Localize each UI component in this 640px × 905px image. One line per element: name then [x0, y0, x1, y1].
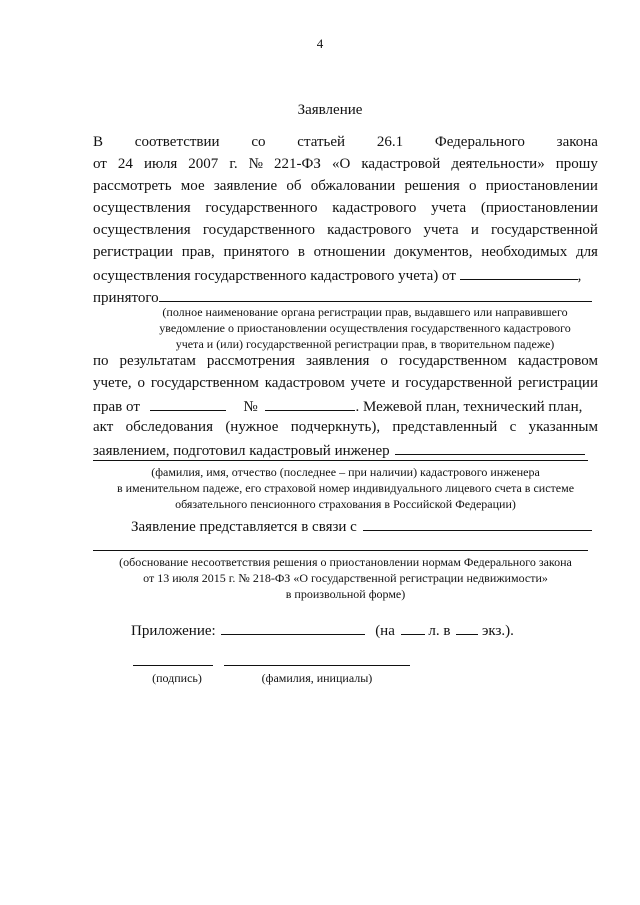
word: о: [380, 353, 388, 369]
word: 2007: [188, 156, 219, 172]
word: рассмотреть: [93, 178, 172, 194]
para1-line3: [93, 177, 598, 195]
word: прошу: [555, 156, 598, 172]
reason-details-line[interactable]: [93, 550, 588, 551]
para1-line1: [93, 133, 598, 151]
word: обследования: [125, 419, 213, 435]
word: подчеркнуть),: [290, 419, 381, 435]
reason-line: [131, 516, 601, 536]
word: кадастровом: [517, 353, 598, 369]
registration-authority-field[interactable]: [159, 287, 592, 302]
word: в: [297, 244, 305, 260]
attachment-sheets: л. в: [428, 623, 451, 639]
para1-line7: [93, 265, 598, 285]
word: представленный: [392, 419, 498, 435]
para1-line5: [93, 221, 598, 239]
signature-caption: (подпись): [152, 671, 202, 685]
word: июля: [143, 156, 178, 172]
attachment-field[interactable]: [221, 620, 365, 635]
signature-line[interactable]: [133, 665, 213, 666]
para2-line2: [93, 374, 598, 392]
number-sign: №: [243, 399, 258, 415]
note-authority-line1: (полное наименование органа регистрации прав, выдавшего или направившего: [162, 305, 568, 319]
word: и: [391, 375, 400, 391]
para2-line4: [93, 418, 598, 436]
name-initials-line[interactable]: [224, 665, 410, 666]
note-engineer-line1: (фамилия, имя, отчество (последнее – при наличии) кадастрового инженера: [151, 465, 540, 479]
word: соответствии: [134, 134, 220, 150]
date-from-field[interactable]: [460, 265, 578, 280]
word: результатам: [119, 353, 196, 369]
word: о: [469, 178, 477, 194]
word: заявление: [213, 178, 278, 194]
word: с: [509, 419, 517, 435]
word: акт: [93, 419, 114, 435]
word: государственного: [202, 222, 315, 238]
word: кадастровой: [361, 156, 441, 172]
rights-from-label: прав от: [93, 399, 140, 415]
reason-field[interactable]: [363, 516, 592, 531]
word: (приостановлении: [480, 200, 598, 216]
word: для: [575, 244, 598, 260]
attachment-na: (на: [375, 623, 395, 639]
sheets-count-field[interactable]: [401, 620, 425, 635]
attachment-label: Приложение:: [131, 623, 216, 639]
note-engineer-line3: обязательного пенсионного страхования в Российской Федерации): [175, 497, 516, 511]
word: регистрации: [518, 375, 598, 391]
reason-label: Заявление представляется в связи с: [131, 519, 357, 535]
word: государственном: [398, 353, 507, 369]
word: государственной: [405, 375, 513, 391]
word: от: [93, 156, 107, 172]
name-caption: (фамилия, инициалы): [261, 671, 373, 685]
word: решения: [404, 178, 460, 194]
word: учета: [423, 222, 459, 238]
note-reason-line3: в произвольной форме): [285, 587, 406, 601]
note-engineer-line2: в именительном падеже, его страховой номер индивидуального лицевого счета в системе: [116, 481, 575, 495]
word: осуществления: [93, 222, 191, 238]
word: заявления: [305, 353, 370, 369]
word: документов,: [394, 244, 473, 260]
word: кадастрового: [332, 200, 417, 216]
para1-line2: [93, 155, 598, 173]
accepted-label: принятого: [93, 290, 159, 306]
word: кадастровом: [264, 375, 345, 391]
page-number: 4: [316, 36, 324, 51]
word: 24: [117, 156, 133, 172]
word: государственной: [491, 222, 598, 238]
word: обжаловании: [310, 178, 396, 194]
word: приостановлении: [485, 178, 598, 194]
word: о: [137, 375, 145, 391]
para2-line3: [93, 396, 598, 416]
word: указанным: [528, 419, 598, 435]
word: принятого: [223, 244, 290, 260]
word: кадастрового: [327, 222, 412, 238]
word: «О: [331, 156, 351, 172]
word: об: [286, 178, 302, 194]
word: по: [93, 353, 109, 369]
note-reason-line2: от 13 июля 2015 г. № 218-ФЗ «О государственной регистрации недвижимости»: [143, 571, 548, 585]
word: отношении: [313, 244, 386, 260]
word: рассмотрения: [206, 353, 296, 369]
word: В: [93, 134, 104, 150]
word: 221-ФЗ: [274, 156, 321, 172]
para2-line5: [93, 440, 598, 460]
word: закона: [556, 134, 598, 150]
word: учета: [431, 200, 467, 216]
word: регистрации: [93, 244, 173, 260]
word: Федерального: [434, 134, 525, 150]
document-title: Заявление: [297, 102, 363, 118]
rights-number-field[interactable]: [265, 396, 355, 411]
word: государственном: [150, 375, 259, 391]
word: деятельности»: [451, 156, 545, 172]
para1-line7-text: осуществления государственного кадастрового учета) от: [93, 268, 456, 284]
word: (нужное: [225, 419, 279, 435]
attachment-copies: экз.).: [481, 623, 514, 639]
note-authority-line2: уведомление о приостановлении осуществления государственного кадастрового: [159, 321, 571, 335]
word: осуществления: [93, 200, 191, 216]
engineer-label: заявлением, подготовил кадастровый инженер: [93, 443, 390, 459]
word: учете,: [93, 375, 132, 391]
para1-line4: [93, 199, 598, 217]
word: учете: [350, 375, 386, 391]
rights-date-field[interactable]: [150, 396, 226, 411]
copies-count-field[interactable]: [456, 620, 478, 635]
engineer-field[interactable]: [395, 440, 585, 455]
word: государственного: [205, 200, 318, 216]
note-reason-line1: (обоснование несоответствия решения о приостановлении нормам Федерального закона: [119, 555, 572, 569]
para2-line3-text: . Межевой план, технический план,: [355, 399, 583, 415]
word: необходимых: [481, 244, 568, 260]
para1-line7-end: ,: [577, 268, 582, 284]
word: г.: [229, 156, 238, 172]
para1-line6: [93, 243, 598, 261]
word: и: [470, 222, 479, 238]
attachment-line: [131, 620, 601, 640]
para2-line1: [93, 352, 598, 370]
word: прав,: [181, 244, 215, 260]
word: 26.1: [376, 134, 404, 150]
word: статьей: [297, 134, 346, 150]
note-authority-line3: учета и (или) государственной регистрации прав, в творительном падеже): [175, 337, 555, 351]
word: №: [248, 156, 263, 172]
engineer-details-line[interactable]: [93, 460, 588, 461]
word: мое: [180, 178, 205, 194]
word: со: [251, 134, 266, 150]
